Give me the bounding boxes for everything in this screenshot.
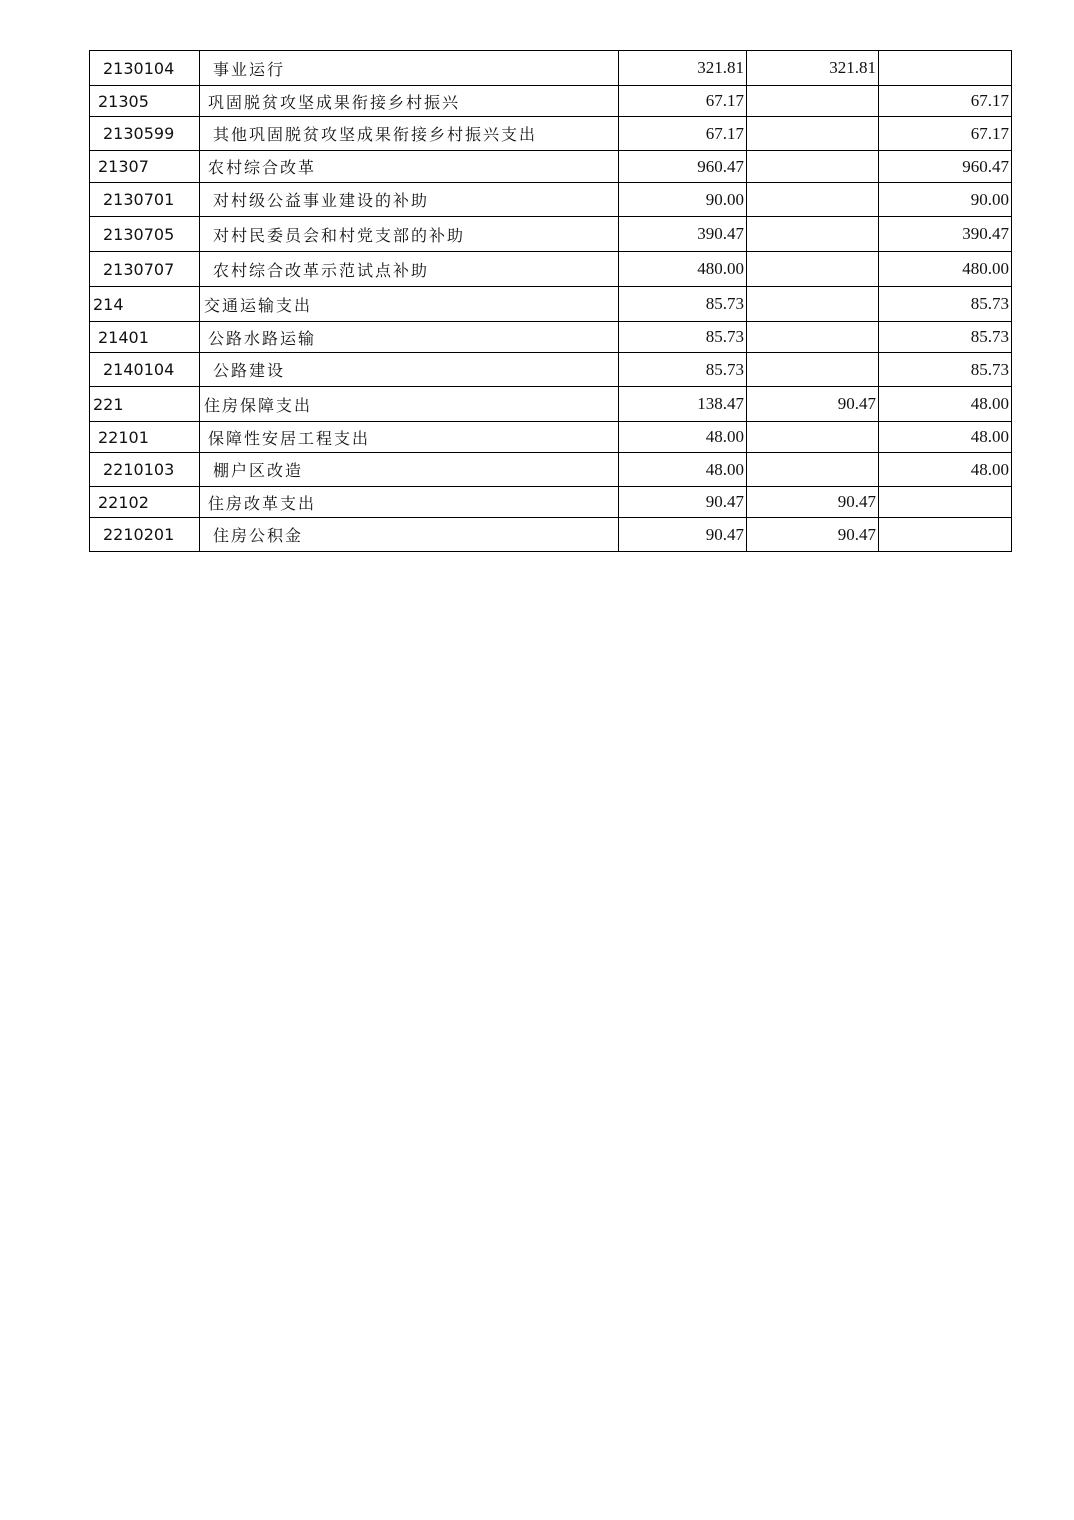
row-basic — [747, 183, 879, 217]
row-total: 67.17 — [619, 117, 747, 151]
row-total: 138.47 — [619, 387, 747, 422]
row-basic — [747, 322, 879, 353]
row-total: 390.47 — [619, 217, 747, 252]
row-basic: 90.47 — [747, 387, 879, 422]
row-basic — [747, 117, 879, 151]
row-name: 棚户区改造 — [200, 453, 619, 487]
row-code: 2140104 — [90, 353, 200, 387]
row-total: 960.47 — [619, 151, 747, 183]
row-basic: 321.81 — [747, 51, 879, 86]
row-project: 85.73 — [879, 322, 1012, 353]
row-name: 住房保障支出 — [200, 387, 619, 422]
row-name: 保障性安居工程支出 — [200, 422, 619, 453]
row-basic — [747, 287, 879, 322]
table-row — [90, 387, 1012, 422]
row-project: 67.17 — [879, 86, 1012, 117]
table-row — [90, 322, 1012, 353]
row-code: 2130104 — [90, 51, 200, 86]
row-basic — [747, 86, 879, 117]
row-project: 48.00 — [879, 422, 1012, 453]
row-basic — [747, 217, 879, 252]
row-total: 90.47 — [619, 487, 747, 518]
row-project: 480.00 — [879, 252, 1012, 287]
row-code: 2130599 — [90, 117, 200, 151]
table-row — [90, 217, 1012, 252]
row-total: 48.00 — [619, 422, 747, 453]
table-row — [90, 422, 1012, 453]
row-total: 480.00 — [619, 252, 747, 287]
row-code: 2210103 — [90, 453, 200, 487]
row-code: 214 — [90, 287, 200, 322]
row-total: 85.73 — [619, 353, 747, 387]
table-row — [90, 252, 1012, 287]
row-total: 90.47 — [619, 518, 747, 552]
row-project: 90.00 — [879, 183, 1012, 217]
table-row — [90, 353, 1012, 387]
row-basic — [747, 252, 879, 287]
table-row — [90, 51, 1012, 86]
row-project — [879, 487, 1012, 518]
row-name: 事业运行 — [200, 51, 619, 86]
row-basic — [747, 151, 879, 183]
table-row — [90, 183, 1012, 217]
table-row — [90, 117, 1012, 151]
row-code: 22101 — [90, 422, 200, 453]
table-row — [90, 86, 1012, 117]
row-total: 48.00 — [619, 453, 747, 487]
row-code: 2130701 — [90, 183, 200, 217]
row-name: 住房改革支出 — [200, 487, 619, 518]
row-project — [879, 51, 1012, 86]
row-total: 85.73 — [619, 287, 747, 322]
table-row — [90, 453, 1012, 487]
row-project: 390.47 — [879, 217, 1012, 252]
row-total: 67.17 — [619, 86, 747, 117]
row-code: 2130707 — [90, 252, 200, 287]
row-basic — [747, 422, 879, 453]
table-row — [90, 487, 1012, 518]
row-basic: 90.47 — [747, 487, 879, 518]
row-name: 公路建设 — [200, 353, 619, 387]
row-total: 321.81 — [619, 51, 747, 86]
row-project: 960.47 — [879, 151, 1012, 183]
row-total: 90.00 — [619, 183, 747, 217]
row-basic — [747, 353, 879, 387]
row-project: 85.73 — [879, 353, 1012, 387]
row-total: 85.73 — [619, 322, 747, 353]
table-row — [90, 518, 1012, 552]
row-code: 22102 — [90, 487, 200, 518]
row-code: 21305 — [90, 86, 200, 117]
row-code: 2210201 — [90, 518, 200, 552]
row-code: 221 — [90, 387, 200, 422]
row-code: 21307 — [90, 151, 200, 183]
row-name: 农村综合改革 — [200, 151, 619, 183]
row-name: 其他巩固脱贫攻坚成果衔接乡村振兴支出 — [200, 117, 619, 151]
row-code: 2130705 — [90, 217, 200, 252]
table-row — [90, 151, 1012, 183]
row-name: 公路水路运输 — [200, 322, 619, 353]
row-name: 住房公积金 — [200, 518, 619, 552]
row-name: 对村级公益事业建设的补助 — [200, 183, 619, 217]
row-project: 67.17 — [879, 117, 1012, 151]
row-name: 巩固脱贫攻坚成果衔接乡村振兴 — [200, 86, 619, 117]
row-project: 48.00 — [879, 453, 1012, 487]
row-code: 21401 — [90, 322, 200, 353]
row-basic: 90.47 — [747, 518, 879, 552]
row-name: 对村民委员会和村党支部的补助 — [200, 217, 619, 252]
row-name: 交通运输支出 — [200, 287, 619, 322]
budget-table — [89, 50, 1012, 552]
row-basic — [747, 453, 879, 487]
row-project — [879, 518, 1012, 552]
row-name: 农村综合改革示范试点补助 — [200, 252, 619, 287]
row-project: 85.73 — [879, 287, 1012, 322]
table-row — [90, 287, 1012, 322]
row-project: 48.00 — [879, 387, 1012, 422]
